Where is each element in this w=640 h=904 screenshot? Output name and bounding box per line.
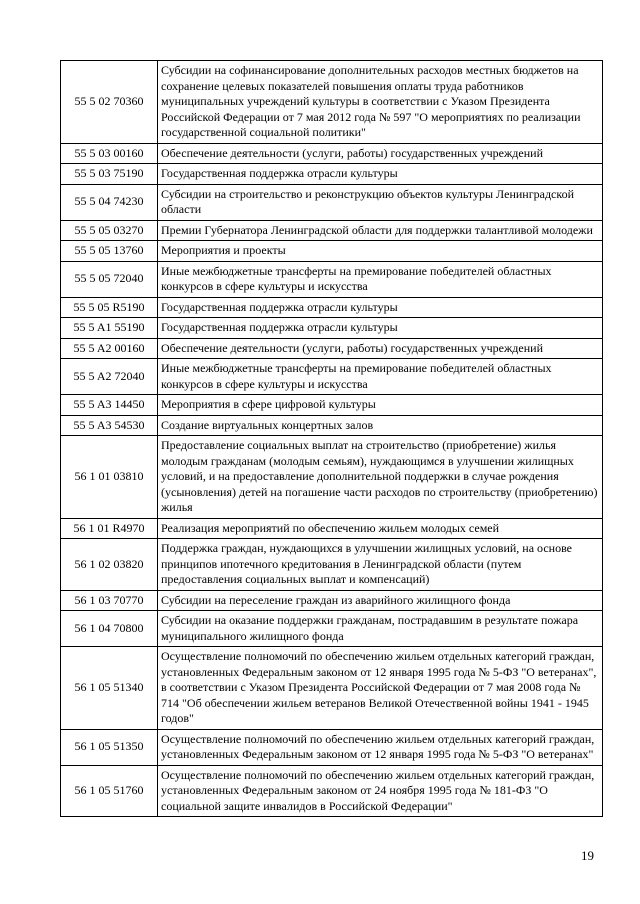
- budget-code-cell: 56 1 04 70800: [61, 611, 158, 647]
- budget-code-cell: 55 5 03 75190: [61, 164, 158, 185]
- description-cell: Государственная поддержка отрасли культуры: [158, 164, 603, 185]
- budget-code-cell: 56 1 01 R4970: [61, 518, 158, 539]
- table-row: [61, 220, 603, 241]
- description-cell: Обеспечение деятельности (услуги, работы) государственных учреждений: [158, 143, 603, 164]
- table-row: [61, 518, 603, 539]
- description-cell: Осуществление полномочий по обеспечению жильем отдельных категорий граждан, установленных Федеральным законом от 24 ноября 1995 года № 181-ФЗ "О социальной защите инвалидов в Российской Федерации": [158, 765, 603, 817]
- description-cell: Обеспечение деятельности (услуги, работы) государственных учреждений: [158, 338, 603, 359]
- description-cell: Государственная поддержка отрасли культуры: [158, 318, 603, 339]
- description-cell: Субсидии на оказание поддержки гражданам, пострадавшим в результате пожара муниципального жилищного фонда: [158, 611, 603, 647]
- table-row: [61, 590, 603, 611]
- description-cell: Поддержка граждан, нуждающихся в улучшении жилищных условий, на основе принципов ипотечного кредитования в Ленинградской области (путем предоставления социальных выплат и компенсаций): [158, 539, 603, 591]
- description-cell: Субсидии на переселение граждан из аварийного жилищного фонда: [158, 590, 603, 611]
- table-row: [61, 184, 603, 220]
- budget-code-cell: 55 5 05 03270: [61, 220, 158, 241]
- description-cell: Иные межбюджетные трансферты на премирование победителей областных конкурсов в сфере культуры и искусства: [158, 359, 603, 395]
- description-cell: Государственная поддержка отрасли культуры: [158, 297, 603, 318]
- budget-code-cell: 56 1 01 03810: [61, 436, 158, 519]
- description-cell: Иные межбюджетные трансферты на премирование победителей областных конкурсов в сфере культуры и искусства: [158, 261, 603, 297]
- description-cell: Осуществление полномочий по обеспечению жильем отдельных категорий граждан, установленных Федеральным законом от 12 января 1995 года № 5-ФЗ "О ветеранах", в соответствии с Указом Президента Российской Федерации от 7 мая 2008 года № 714 "Об обеспечении жильем ветеранов Великой Отечественной войны 1941 - 1945 годов": [158, 647, 603, 730]
- table-row: [61, 61, 603, 144]
- description-cell: Мероприятия и проекты: [158, 241, 603, 262]
- table-row: [61, 765, 603, 817]
- table-row: [61, 436, 603, 519]
- description-cell: Премии Губернатора Ленинградской области для поддержки талантливой молодежи: [158, 220, 603, 241]
- description-cell: Мероприятия в сфере цифровой культуры: [158, 395, 603, 416]
- budget-code-cell: 56 1 02 03820: [61, 539, 158, 591]
- table-row: [61, 318, 603, 339]
- budget-code-cell: 55 5 A3 54530: [61, 415, 158, 436]
- budget-code-cell: 56 1 05 51350: [61, 729, 158, 765]
- description-cell: Предоставление социальных выплат на строительство (приобретение) жилья молодым гражданам (молодым семьям), нуждающимся в улучшении жилищных условий, и на предоставление дополнительной поддержки в случае рождения (усыновления) детей на погашение части расходов по строительству (приобретению) жилья: [158, 436, 603, 519]
- table-row: [61, 539, 603, 591]
- description-cell: Субсидии на строительство и реконструкцию объектов культуры Ленинградской области: [158, 184, 603, 220]
- table-row: [61, 415, 603, 436]
- budget-code-cell: 55 5 05 R5190: [61, 297, 158, 318]
- table-row: [61, 729, 603, 765]
- budget-code-cell: 56 1 05 51760: [61, 765, 158, 817]
- budget-code-cell: 55 5 04 74230: [61, 184, 158, 220]
- table-row: [61, 261, 603, 297]
- budget-code-cell: 55 5 A2 00160: [61, 338, 158, 359]
- table-row: [61, 164, 603, 185]
- description-cell: Субсидии на софинансирование дополнительных расходов местных бюджетов на сохранение целевых показателей повышения оплаты труда работников муниципальных учреждений культуры в соответствии с Указом Президента Российской Федерации от 7 мая 2012 года № 597 "О мероприятиях по реализации государственной социальной политики": [158, 61, 603, 144]
- table-row: [61, 647, 603, 730]
- table-row: [61, 359, 603, 395]
- budget-code-cell: 55 5 02 70360: [61, 61, 158, 144]
- table-row: [61, 611, 603, 647]
- description-cell: Создание виртуальных концертных залов: [158, 415, 603, 436]
- budget-code-cell: 55 5 A2 72040: [61, 359, 158, 395]
- budget-code-table: [60, 60, 603, 817]
- table-row: [61, 297, 603, 318]
- table-body: [61, 61, 603, 817]
- budget-code-cell: 55 5 05 72040: [61, 261, 158, 297]
- budget-code-cell: 56 1 05 51340: [61, 647, 158, 730]
- table-row: [61, 143, 603, 164]
- budget-code-cell: 55 5 A3 14450: [61, 395, 158, 416]
- budget-code-cell: 56 1 03 70770: [61, 590, 158, 611]
- table-row: [61, 338, 603, 359]
- page-number: 19: [581, 848, 594, 863]
- description-cell: Осуществление полномочий по обеспечению жильем отдельных категорий граждан, установленных Федеральным законом от 12 января 1995 года № 5-ФЗ "О ветеранах": [158, 729, 603, 765]
- table-row: [61, 395, 603, 416]
- budget-code-cell: 55 5 05 13760: [61, 241, 158, 262]
- description-cell: Реализация мероприятий по обеспечению жильем молодых семей: [158, 518, 603, 539]
- budget-code-cell: 55 5 03 00160: [61, 143, 158, 164]
- table-row: [61, 241, 603, 262]
- budget-code-cell: 55 5 A1 55190: [61, 318, 158, 339]
